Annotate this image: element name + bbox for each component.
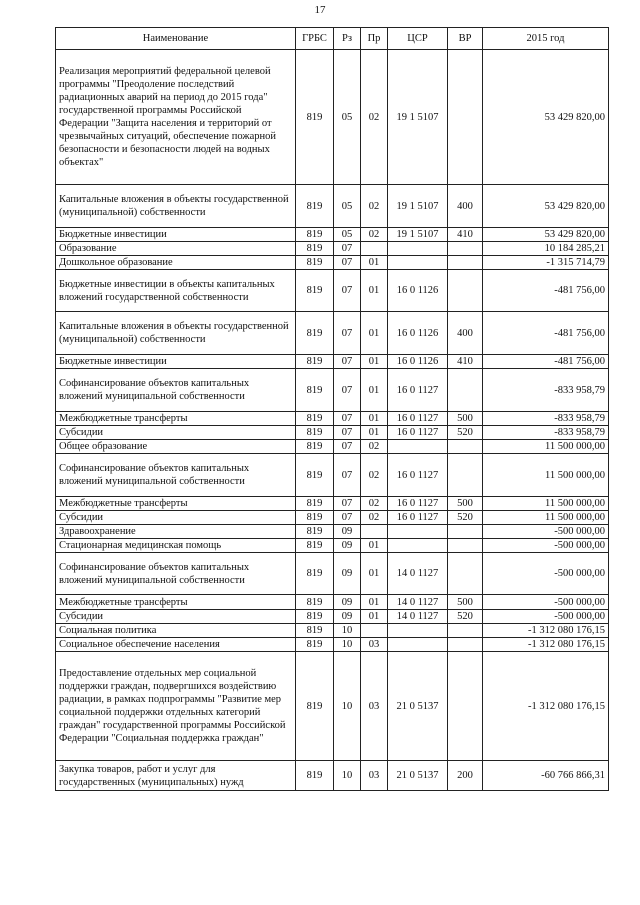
cell-vr [448, 440, 483, 454]
table-row [56, 50, 609, 185]
cell-rz: 09 [334, 539, 361, 553]
cell-name: Субсидии [56, 511, 296, 525]
cell-rz: 07 [334, 511, 361, 525]
table-row [56, 595, 609, 610]
table-row [56, 624, 609, 638]
cell-rz: 05 [334, 50, 361, 185]
cell-amount: -481 756,00 [483, 312, 609, 355]
cell-amount: -500 000,00 [483, 525, 609, 539]
cell-rz: 07 [334, 454, 361, 497]
table-row [56, 511, 609, 525]
cell-pr [361, 624, 388, 638]
cell-amount: 11 500 000,00 [483, 511, 609, 525]
table-row [56, 185, 609, 228]
cell-name: Образование [56, 242, 296, 256]
cell-vr [448, 454, 483, 497]
cell-grbs: 819 [296, 511, 334, 525]
cell-vr [448, 652, 483, 761]
header-pr: Пр [361, 28, 388, 50]
cell-amount: -1 315 714,79 [483, 256, 609, 270]
cell-amount: -500 000,00 [483, 610, 609, 624]
cell-csr [388, 624, 448, 638]
cell-rz: 07 [334, 440, 361, 454]
cell-name: Межбюджетные трансферты [56, 497, 296, 511]
cell-grbs: 819 [296, 355, 334, 369]
cell-pr: 01 [361, 553, 388, 595]
cell-vr [448, 270, 483, 312]
cell-vr [448, 624, 483, 638]
cell-grbs: 819 [296, 553, 334, 595]
cell-csr: 16 0 1127 [388, 412, 448, 426]
cell-csr: 16 0 1127 [388, 369, 448, 412]
table-row [56, 369, 609, 412]
table-row [56, 440, 609, 454]
cell-amount: -833 958,79 [483, 426, 609, 440]
cell-name: Софинансирование объектов капитальных вложений муниципальной собственности [56, 553, 296, 595]
cell-rz: 10 [334, 638, 361, 652]
cell-rz: 07 [334, 369, 361, 412]
cell-vr: 520 [448, 426, 483, 440]
table-row [56, 454, 609, 497]
header-rz: Рз [334, 28, 361, 50]
cell-vr [448, 553, 483, 595]
cell-vr [448, 369, 483, 412]
header-amount: 2015 год [483, 28, 609, 50]
cell-csr [388, 440, 448, 454]
cell-grbs: 819 [296, 440, 334, 454]
cell-pr: 01 [361, 256, 388, 270]
cell-name: Дошкольное образование [56, 256, 296, 270]
cell-name: Общее образование [56, 440, 296, 454]
cell-grbs: 819 [296, 412, 334, 426]
cell-csr [388, 638, 448, 652]
cell-vr [448, 50, 483, 185]
cell-amount: 10 184 285,21 [483, 242, 609, 256]
cell-name: Социальная политика [56, 624, 296, 638]
cell-name: Социальное обеспечение населения [56, 638, 296, 652]
cell-amount: -1 312 080 176,15 [483, 652, 609, 761]
table-row [56, 539, 609, 553]
cell-vr [448, 539, 483, 553]
cell-csr: 19 1 5107 [388, 228, 448, 242]
table-row [56, 426, 609, 440]
cell-grbs: 819 [296, 312, 334, 355]
cell-csr: 21 0 5137 [388, 761, 448, 791]
cell-pr: 02 [361, 454, 388, 497]
cell-rz: 07 [334, 412, 361, 426]
cell-name: Межбюджетные трансферты [56, 595, 296, 610]
table-row [56, 553, 609, 595]
cell-rz: 07 [334, 270, 361, 312]
cell-csr: 16 0 1126 [388, 312, 448, 355]
cell-grbs: 819 [296, 761, 334, 791]
cell-vr [448, 242, 483, 256]
cell-name: Здравоохранение [56, 525, 296, 539]
cell-rz: 10 [334, 624, 361, 638]
cell-amount: -1 312 080 176,15 [483, 624, 609, 638]
table-row [56, 355, 609, 369]
cell-csr: 19 1 5107 [388, 185, 448, 228]
header-name: Наименование [56, 28, 296, 50]
cell-rz: 09 [334, 525, 361, 539]
cell-rz: 07 [334, 497, 361, 511]
cell-grbs: 819 [296, 652, 334, 761]
cell-pr: 02 [361, 497, 388, 511]
table-row [56, 497, 609, 511]
cell-amount: -60 766 866,31 [483, 761, 609, 791]
cell-amount: -500 000,00 [483, 595, 609, 610]
cell-pr: 03 [361, 652, 388, 761]
cell-pr [361, 242, 388, 256]
cell-csr: 21 0 5137 [388, 652, 448, 761]
cell-grbs: 819 [296, 185, 334, 228]
cell-name: Предоставление отдельных мер социальной поддержки граждан, подвергшихся воздействию радиации, в рамках подпрограммы "Развитие мер социальной поддержки отдельных категорий граждан" государственной программы Российской Федерации "Социальная поддержка граждан" [56, 652, 296, 761]
cell-name: Реализация мероприятий федеральной целевой программы "Преодоление последствий радиационных аварий на период до 2015 года" государственной программы Российской Федерации "Защита населения и территорий от чрезвычайных ситуаций, обеспечение пожарной безопасности и безопасности людей на водных объектах" [56, 50, 296, 185]
cell-rz: 05 [334, 185, 361, 228]
cell-vr: 410 [448, 228, 483, 242]
cell-name: Бюджетные инвестиции [56, 228, 296, 242]
cell-csr [388, 539, 448, 553]
cell-name: Стационарная медицинская помощь [56, 539, 296, 553]
cell-grbs: 819 [296, 525, 334, 539]
cell-grbs: 819 [296, 610, 334, 624]
cell-pr: 01 [361, 539, 388, 553]
cell-name: Бюджетные инвестиции в объекты капитальных вложений государственной собственности [56, 270, 296, 312]
cell-amount: -500 000,00 [483, 553, 609, 595]
cell-name: Субсидии [56, 426, 296, 440]
cell-grbs: 819 [296, 638, 334, 652]
cell-pr: 01 [361, 610, 388, 624]
cell-pr: 01 [361, 270, 388, 312]
table-row [56, 610, 609, 624]
cell-grbs: 819 [296, 242, 334, 256]
cell-amount: 53 429 820,00 [483, 228, 609, 242]
cell-csr [388, 242, 448, 256]
cell-grbs: 819 [296, 624, 334, 638]
cell-csr: 16 0 1126 [388, 355, 448, 369]
table-row [56, 312, 609, 355]
cell-rz: 07 [334, 312, 361, 355]
cell-csr: 16 0 1126 [388, 270, 448, 312]
cell-pr: 03 [361, 761, 388, 791]
cell-amount: 11 500 000,00 [483, 454, 609, 497]
cell-vr: 500 [448, 412, 483, 426]
cell-amount: -1 312 080 176,15 [483, 638, 609, 652]
cell-name: Софинансирование объектов капитальных вложений муниципальной собственности [56, 369, 296, 412]
header-row [56, 28, 609, 50]
cell-vr [448, 638, 483, 652]
table-row [56, 256, 609, 270]
cell-grbs: 819 [296, 539, 334, 553]
cell-name: Капитальные вложения в объекты государственной (муниципальной) собственности [56, 312, 296, 355]
cell-pr: 01 [361, 369, 388, 412]
cell-amount: -500 000,00 [483, 539, 609, 553]
cell-csr: 14 0 1127 [388, 553, 448, 595]
cell-pr: 01 [361, 412, 388, 426]
cell-amount: -833 958,79 [483, 412, 609, 426]
cell-rz: 09 [334, 553, 361, 595]
cell-csr: 19 1 5107 [388, 50, 448, 185]
cell-rz: 07 [334, 355, 361, 369]
cell-csr [388, 525, 448, 539]
cell-grbs: 819 [296, 595, 334, 610]
cell-csr: 16 0 1127 [388, 511, 448, 525]
cell-name: Субсидии [56, 610, 296, 624]
cell-grbs: 819 [296, 50, 334, 185]
header-vr: ВР [448, 28, 483, 50]
cell-rz: 07 [334, 426, 361, 440]
cell-amount: 11 500 000,00 [483, 497, 609, 511]
table-row [56, 525, 609, 539]
table-row [56, 412, 609, 426]
cell-pr: 02 [361, 228, 388, 242]
cell-grbs: 819 [296, 426, 334, 440]
cell-rz: 05 [334, 228, 361, 242]
cell-grbs: 819 [296, 497, 334, 511]
cell-amount: -481 756,00 [483, 355, 609, 369]
cell-grbs: 819 [296, 256, 334, 270]
cell-rz: 07 [334, 256, 361, 270]
cell-pr: 01 [361, 355, 388, 369]
cell-rz: 09 [334, 610, 361, 624]
table-row [56, 652, 609, 761]
cell-pr [361, 525, 388, 539]
cell-vr [448, 525, 483, 539]
cell-rz: 09 [334, 595, 361, 610]
cell-pr: 02 [361, 50, 388, 185]
cell-vr: 520 [448, 511, 483, 525]
cell-name: Бюджетные инвестиции [56, 355, 296, 369]
cell-rz: 07 [334, 242, 361, 256]
cell-pr: 02 [361, 440, 388, 454]
cell-pr: 02 [361, 511, 388, 525]
cell-name: Софинансирование объектов капитальных вложений муниципальной собственности [56, 454, 296, 497]
cell-csr: 16 0 1127 [388, 497, 448, 511]
page-number: 17 [314, 4, 326, 16]
header-grbs: ГРБС [296, 28, 334, 50]
cell-vr [448, 256, 483, 270]
cell-amount: 53 429 820,00 [483, 50, 609, 185]
cell-amount: 11 500 000,00 [483, 440, 609, 454]
header-csr: ЦСР [388, 28, 448, 50]
table-row [56, 270, 609, 312]
cell-grbs: 819 [296, 454, 334, 497]
cell-csr [388, 256, 448, 270]
cell-amount: 53 429 820,00 [483, 185, 609, 228]
cell-rz: 10 [334, 652, 361, 761]
cell-csr: 14 0 1127 [388, 610, 448, 624]
cell-vr: 410 [448, 355, 483, 369]
table-row [56, 228, 609, 242]
table-row [56, 242, 609, 256]
cell-vr: 400 [448, 312, 483, 355]
cell-vr: 500 [448, 497, 483, 511]
budget-table [55, 27, 609, 791]
cell-pr: 03 [361, 638, 388, 652]
cell-vr: 400 [448, 185, 483, 228]
cell-csr: 16 0 1127 [388, 426, 448, 440]
cell-grbs: 819 [296, 270, 334, 312]
cell-amount: -833 958,79 [483, 369, 609, 412]
cell-csr: 16 0 1127 [388, 454, 448, 497]
cell-pr: 02 [361, 185, 388, 228]
table-row [56, 761, 609, 791]
cell-name: Капитальные вложения в объекты государственной (муниципальной) собственности [56, 185, 296, 228]
cell-csr: 14 0 1127 [388, 595, 448, 610]
cell-rz: 10 [334, 761, 361, 791]
cell-vr: 520 [448, 610, 483, 624]
cell-grbs: 819 [296, 228, 334, 242]
cell-pr: 01 [361, 595, 388, 610]
cell-name: Закупка товаров, работ и услуг для государственных (муниципальных) нужд [56, 761, 296, 791]
cell-pr: 01 [361, 426, 388, 440]
cell-pr: 01 [361, 312, 388, 355]
cell-grbs: 819 [296, 369, 334, 412]
cell-vr: 200 [448, 761, 483, 791]
cell-vr: 500 [448, 595, 483, 610]
table-row [56, 638, 609, 652]
cell-name: Межбюджетные трансферты [56, 412, 296, 426]
cell-amount: -481 756,00 [483, 270, 609, 312]
